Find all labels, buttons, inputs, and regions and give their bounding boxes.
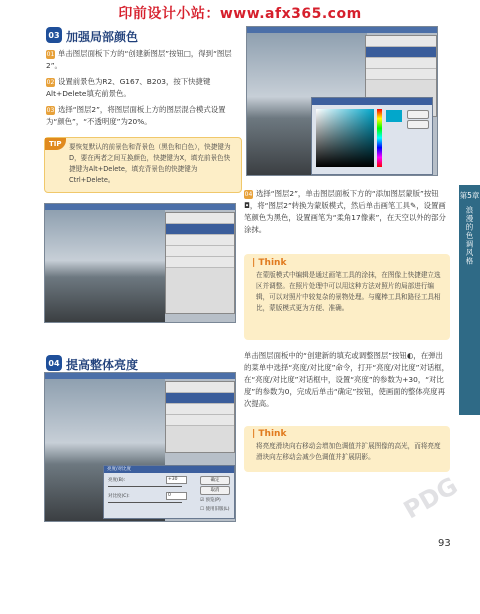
layers-panel (165, 381, 235, 453)
item-text: 设置前景色为R2、G167、B203，按下快捷键Alt+Delete填充前景色。 (46, 77, 211, 98)
ok-button[interactable] (407, 110, 429, 119)
screenshot-color-picker (246, 26, 438, 176)
layer-row (366, 36, 436, 47)
contrast-slider[interactable] (108, 502, 182, 503)
layer-row (166, 393, 234, 404)
brightness-input[interactable]: +30 (166, 476, 187, 484)
step-title: 加强局部颜色 (66, 30, 139, 44)
brightness-contrast-dialog (103, 465, 235, 519)
layer-row (366, 69, 436, 80)
item-number: 04 (244, 190, 253, 198)
site-url-banner: 印前设计小站：www.afx365.com (118, 6, 362, 22)
cancel-button[interactable]: 取消 (200, 486, 230, 495)
step04-body: 单击图层面板中的“创建新的填充或调整图层”按钮◐，在弹出的菜单中选择“亮度/对比度”命令，打开“亮度/对比度”对话框，在“亮度/对比度”对话框中，设置“亮度”的参数为+30，“对比度”的参数为0，完成后单击“确定”按钮，使画面的整体亮度再次提高。 (244, 351, 450, 408)
brightness-label: 亮度(B): (108, 478, 126, 483)
cancel-button[interactable] (407, 120, 429, 129)
step-title: 提高整体亮度 (66, 358, 139, 372)
contrast-label: 对比度(C): (108, 494, 130, 499)
tip-text: 要恢复默认的前景色和背景色（黑色和白色），快捷键为D，要在两者之间互换颜色，快捷键为X，填充前景色快捷键为Alt+Delete，填充背景色的快捷键为Ctrl+Delete。 (69, 143, 231, 184)
tip-box (44, 137, 242, 193)
item-number: 01 (46, 50, 55, 58)
item-text: 选择“图层2”，单击图层面板下方的“添加图层蒙版”按钮◘，将“图层2”转换为蒙版模式，然后单击画笔工具✎，设置画笔颜色为黑色，设置画笔为“柔角17像素”，在天空以外的部分涂抹。 (244, 189, 446, 234)
color-field[interactable] (316, 109, 374, 167)
think-title: | Think (252, 258, 287, 268)
color-picker-dialog (311, 97, 433, 175)
layer-row (366, 58, 436, 69)
screenshot-layer-mask (44, 203, 236, 323)
dialog-titlebar (312, 98, 432, 105)
step03-item-4 (244, 188, 450, 236)
layer-row (166, 257, 234, 268)
new-color-swatch (386, 110, 402, 122)
step03-item-2 (46, 76, 238, 100)
ok-button[interactable]: 确定 (200, 476, 230, 485)
item-number: 02 (46, 78, 55, 86)
step-badge: 04 (46, 355, 62, 371)
contrast-input[interactable]: 0 (166, 492, 187, 500)
brightness-slider[interactable] (108, 486, 182, 487)
think-text: 在蒙版模式中编辑是通过画笔工具的涂抹，在图像上快捷建立选区并调整。在照片处理中可以用这种方法对照片的局部进行编辑，可以对照片中较复杂的景物处理。与魔棒工具和路径工具相比，蒙版模式更为方便、准确。 (256, 271, 441, 312)
screenshot-brightness-contrast (44, 372, 236, 522)
layer-row (166, 213, 234, 224)
think-text: 将亮度滑块向右移动会增加色调值并扩展图像的高光，而将亮度滑块向左移动会减少色调值并扩展阴影。 (256, 442, 441, 461)
layer-row (366, 47, 436, 58)
think-box (244, 254, 450, 340)
dialog-titlebar: 亮度/对比度 (104, 466, 234, 473)
layers-panel (165, 212, 235, 314)
hue-slider[interactable] (377, 109, 382, 167)
photo-preview (45, 210, 165, 322)
layer-row (166, 415, 234, 426)
think-box (244, 426, 450, 472)
step03-item-1 (46, 48, 238, 72)
item-text: 选择“图层2”，将图层面板上方的图层混合模式设置为“颜色”，“不透明度”为20%。 (46, 105, 226, 126)
chapter-side-tab (459, 185, 480, 415)
preview-checkbox[interactable]: ☑ 预览(P) (200, 498, 221, 503)
chapter-title: 浪漫的色调风格 (465, 206, 474, 266)
item-text: 单击图层面板下方的“创建新图层”按钮□，得到“图层2”。 (46, 49, 232, 70)
item-number: 03 (46, 106, 55, 114)
step-badge: 03 (46, 27, 62, 43)
layer-row (166, 404, 234, 415)
page-number: 93 (438, 538, 451, 549)
layer-row (166, 246, 234, 257)
layer-row (166, 382, 234, 393)
step03-item-3 (46, 104, 238, 128)
tip-label: TIP (45, 138, 66, 150)
layer-row (166, 224, 234, 235)
watermark: PDG (398, 471, 463, 525)
legacy-checkbox[interactable]: ☐ 使用旧版(L) (200, 507, 230, 512)
layer-row (166, 235, 234, 246)
think-title: | Think (252, 429, 287, 439)
chapter-number: 第5章 (459, 191, 480, 200)
